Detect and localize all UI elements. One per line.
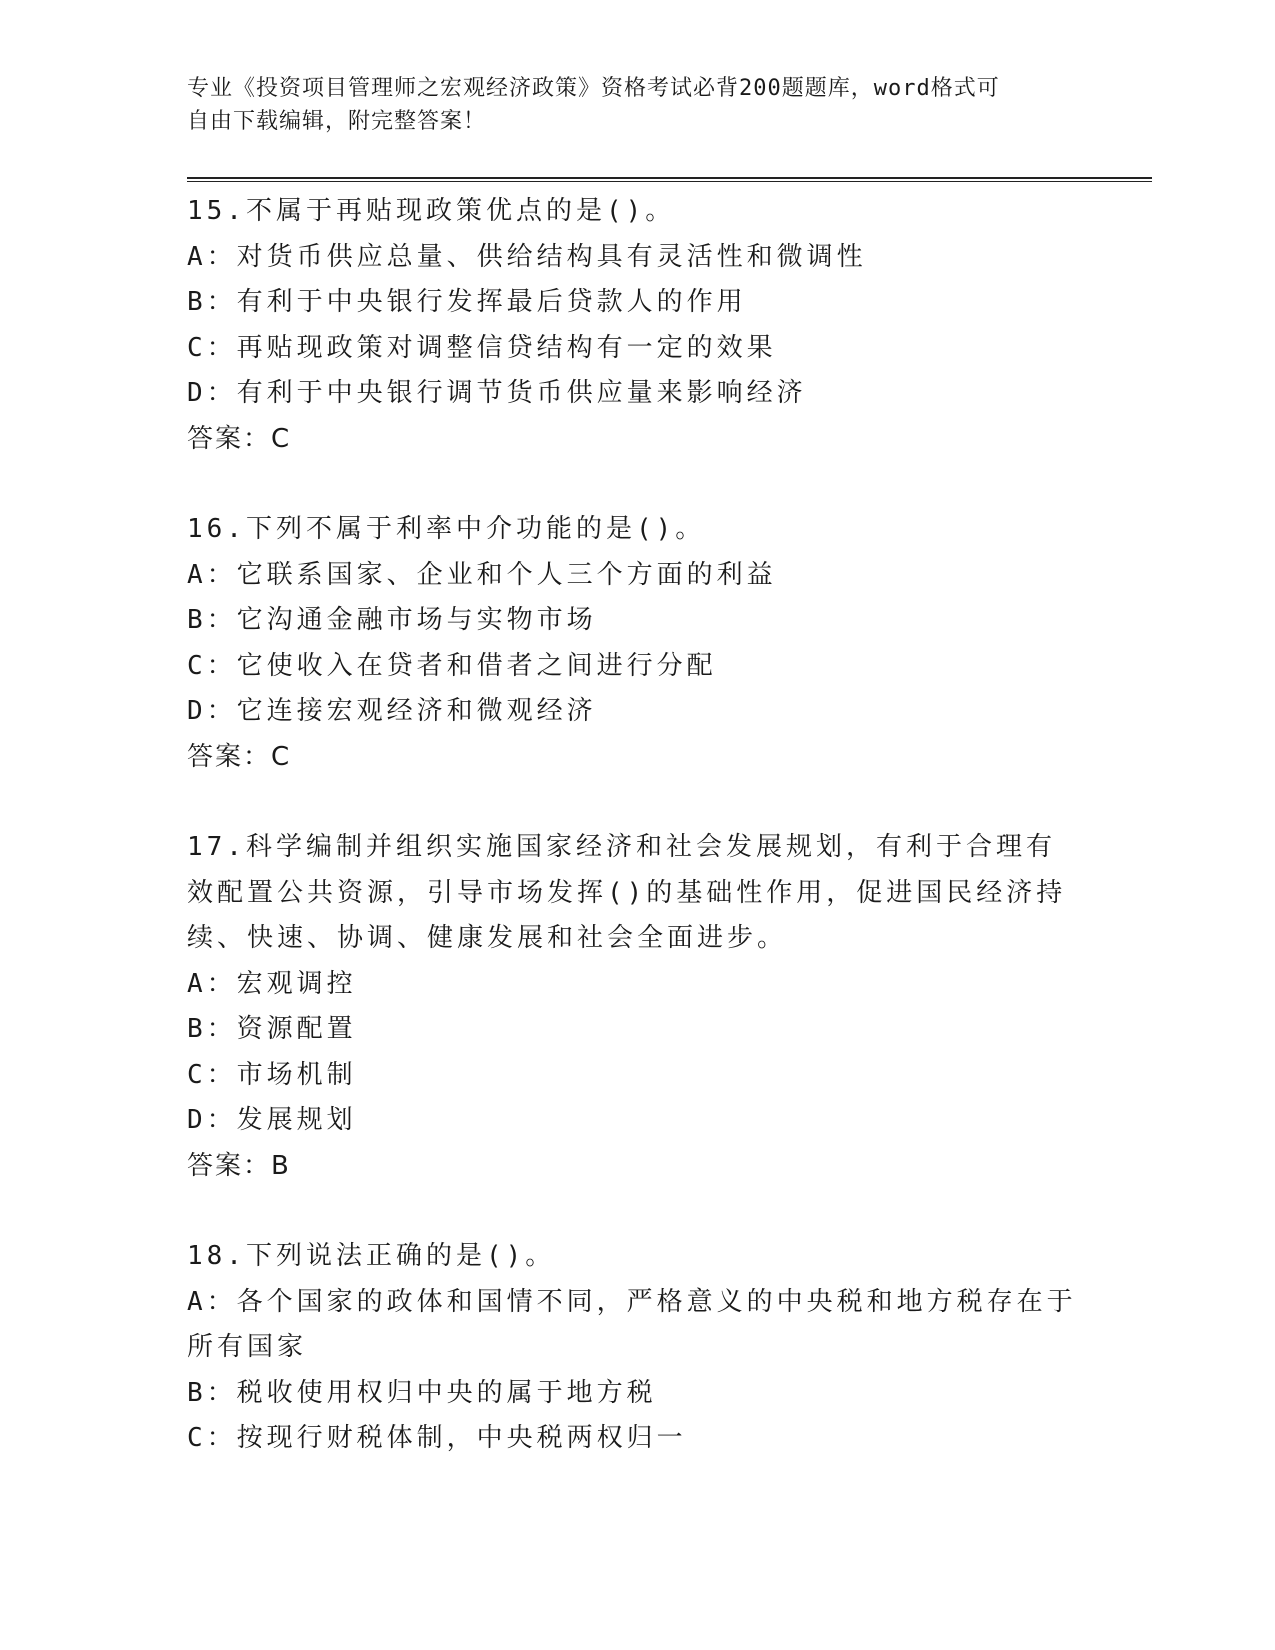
answer-line (187, 1144, 1077, 1190)
question-15 (187, 189, 1077, 462)
question-17 (187, 825, 1077, 1189)
option-d: D：发展规划 (187, 1105, 357, 1135)
header-line-2: 自由下载编辑，附完整答案！ (187, 109, 487, 134)
answer-value: B (271, 1150, 293, 1181)
option-a: A：各个国家的政体和国情不同，严格意义的中央税和地方税存在于所有国家 (187, 1286, 1077, 1362)
header-line-1: 专业《投资项目管理师之宏观经济政策》资格考试必背200题题库，word格式可 (187, 76, 1000, 101)
option-b: B：资源配置 (187, 1014, 357, 1044)
option-c: C：再贴现政策对调整信贷结构有一定的效果 (187, 332, 777, 363)
question-stem: 16.下列不属于利率中介功能的是()。 (187, 514, 706, 544)
question-list (187, 189, 1077, 1507)
answer-label: 答案： (187, 1150, 272, 1181)
answer-line (187, 735, 1077, 781)
option-a: A：对货币供应总量、供给结构具有灵活性和微调性 (187, 241, 867, 272)
document-header (187, 72, 1087, 138)
question-stem: 17.科学编制并组织实施国家经济和社会发展规划，有利于合理有效配置公共资源，引导市场发挥()的基础性作用，促进国民经济持续、快速、协调、健康发展和社会全面进步。 (187, 832, 1067, 953)
question-stem: 15.不属于再贴现政策优点的是()。 (187, 196, 676, 226)
question-16 (187, 507, 1077, 780)
question-stem: 18.下列说法正确的是()。 (187, 1241, 556, 1271)
answer-label: 答案： (187, 741, 272, 772)
option-c: C：市场机制 (187, 1059, 357, 1090)
option-d: D：有利于中央银行调节货币供应量来影响经济 (187, 378, 807, 408)
answer-value: C (271, 741, 294, 772)
answer-line (187, 417, 1077, 463)
option-b: B：它沟通金融市场与实物市场 (187, 605, 597, 635)
header-divider (187, 177, 1152, 182)
option-c: C：它使收入在贷者和借者之间进行分配 (187, 650, 717, 681)
option-b: B：有利于中央银行发挥最后贷款人的作用 (187, 287, 747, 317)
option-c: C：按现行财税体制，中央税两权归一 (187, 1423, 687, 1453)
option-d: D：它连接宏观经济和微观经济 (187, 696, 597, 726)
answer-value: C (271, 423, 294, 454)
question-18 (187, 1234, 1077, 1462)
option-b: B：税收使用权归中央的属于地方税 (187, 1377, 657, 1408)
answer-label: 答案： (187, 423, 272, 454)
option-a: A：它联系国家、企业和个人三个方面的利益 (187, 559, 777, 590)
option-a: A：宏观调控 (187, 968, 357, 999)
